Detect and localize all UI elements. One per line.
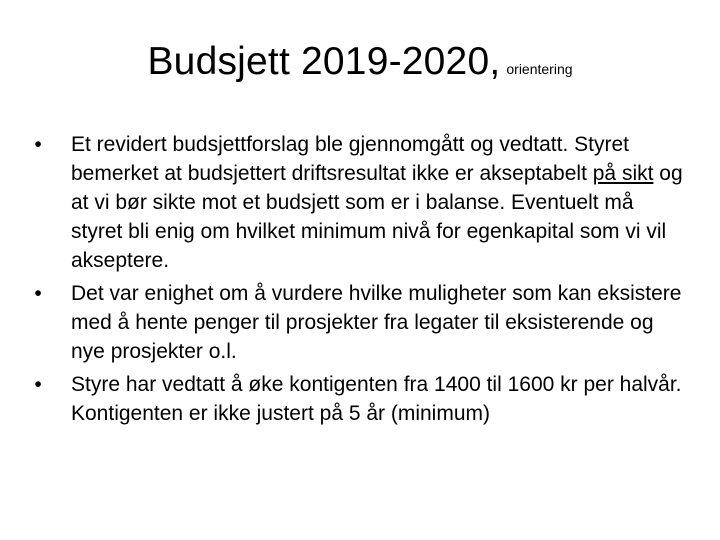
bullet-text-part: og at vi bør sikte mot et budsjett som er i balanse. Eventuelt må styret bli enig om hvilket minimum nivå for egenkapital som vi vil akseptere. [71, 162, 683, 272]
bullet-list [30, 130, 690, 432]
bullet-item [30, 370, 690, 428]
bullet-text: Styre har vedtatt å øke kontigenten fra 1400 til 1600 kr per halvår. Kontigenten er ikke justert på 5 år (minimum) [71, 373, 682, 425]
bullet-text-part: Et revidert budsjettforslag ble gjennomgått og vedtatt. Styret bemerket at budsjettert driftsresultat ikke er akseptabelt [71, 133, 629, 185]
title-subtitle: orientering [506, 61, 573, 77]
title-main: Budsjett 2019-2020, [147, 40, 501, 83]
bullet-text [71, 133, 683, 272]
bullet-marker: • [34, 373, 42, 396]
bullet-marker: • [34, 282, 42, 305]
slide-title [0, 40, 720, 84]
bullet-item [30, 279, 690, 366]
bullet-text: Det var enighet om å vurdere hvilke muligheter som kan eksistere med å hente penger til prosjekter fra legater til eksisterende og nye prosjekter o.l. [71, 282, 682, 363]
bullet-marker: • [34, 133, 42, 156]
bullet-item [30, 130, 690, 275]
underlined-text: på sikt [592, 162, 654, 185]
